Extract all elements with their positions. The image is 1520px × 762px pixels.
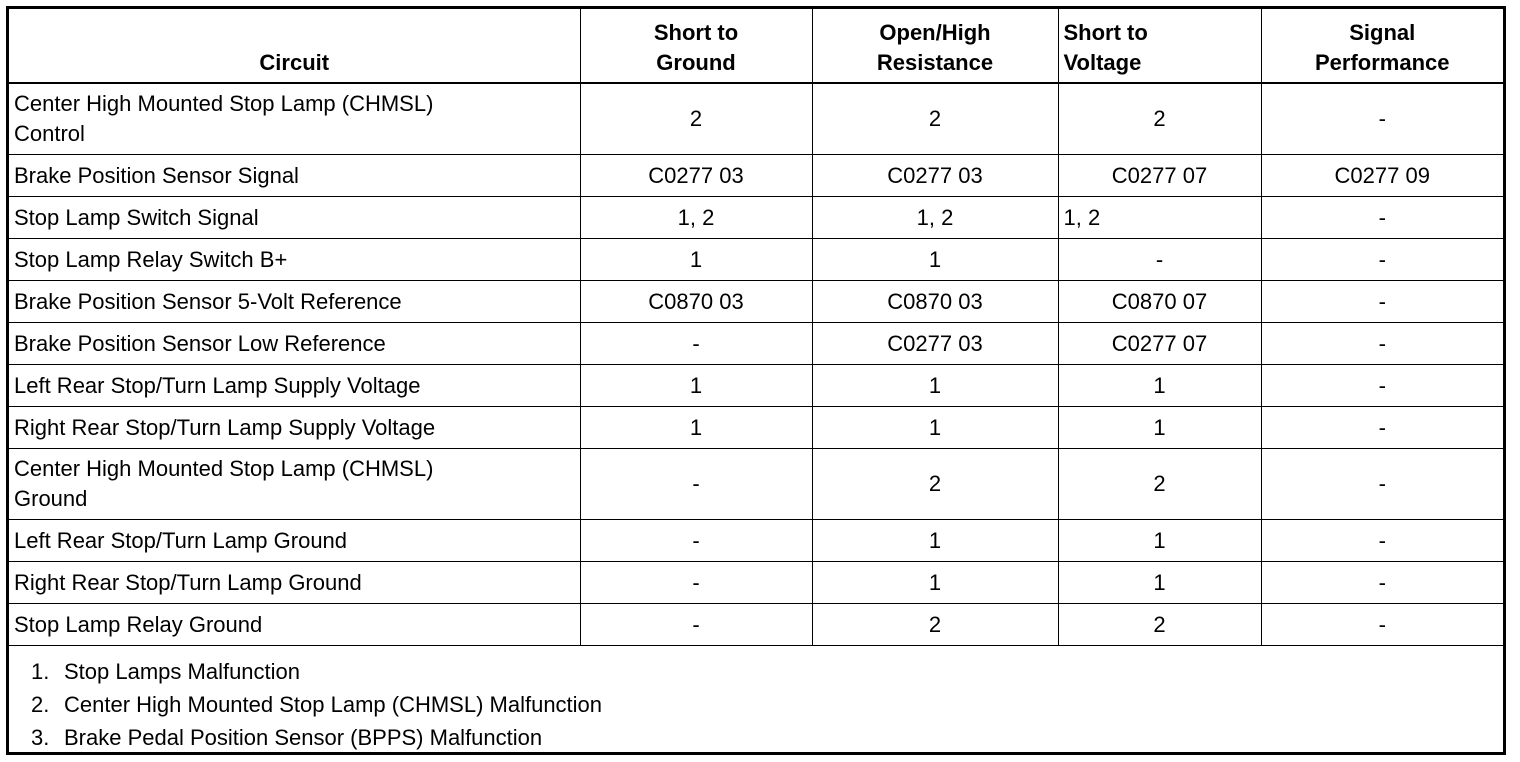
circuit-cell: Brake Position Sensor Signal (9, 155, 580, 197)
header-row (9, 9, 1503, 83)
table-row (9, 562, 1503, 604)
note-item: 2. Center High Mounted Stop Lamp (CHMSL) Malfunction (31, 692, 603, 717)
table-row (9, 604, 1503, 646)
short-to-voltage-cell: C0870 07 (1058, 281, 1261, 323)
signal-performance-cell: - (1261, 449, 1503, 520)
table-row (9, 449, 1503, 520)
notes-list (9, 649, 1503, 754)
signal-performance-cell: - (1261, 83, 1503, 155)
open-high-resistance-cell: C0277 03 (812, 323, 1058, 365)
short-to-ground-cell: - (580, 323, 812, 365)
open-high-resistance-cell: 1 (812, 562, 1058, 604)
short-to-voltage-cell: 2 (1058, 449, 1261, 520)
table-row (9, 83, 1503, 155)
circuit-cell: Right Rear Stop/Turn Lamp Ground (9, 562, 580, 604)
table-row (9, 197, 1503, 239)
circuit-cell: Center High Mounted Stop Lamp (CHMSL) Control (9, 83, 580, 155)
open-high-resistance-cell: 1 (812, 365, 1058, 407)
circuit-cell: Left Rear Stop/Turn Lamp Supply Voltage (9, 365, 580, 407)
signal-performance-cell: - (1261, 239, 1503, 281)
open-high-resistance-cell: 2 (812, 83, 1058, 155)
short-to-ground-cell: 1 (580, 407, 812, 449)
short-to-ground-cell: - (580, 520, 812, 562)
circuit-cell: Right Rear Stop/Turn Lamp Supply Voltage (9, 407, 580, 449)
header-short-to-ground: Short to Ground (580, 9, 812, 83)
circuit-dtc-table (9, 9, 1503, 646)
short-to-voltage-cell: 1 (1058, 562, 1261, 604)
open-high-resistance-cell: 2 (812, 604, 1058, 646)
short-to-ground-cell: C0277 03 (580, 155, 812, 197)
table-row (9, 155, 1503, 197)
short-to-ground-cell: - (580, 562, 812, 604)
table-row (9, 239, 1503, 281)
circuit-cell: Stop Lamp Relay Switch B+ (9, 239, 580, 281)
signal-performance-cell: - (1261, 562, 1503, 604)
table-row (9, 520, 1503, 562)
signal-performance-cell: - (1261, 365, 1503, 407)
short-to-voltage-cell: 1 (1058, 365, 1261, 407)
short-to-ground-cell: 1 (580, 365, 812, 407)
short-to-ground-cell: - (580, 449, 812, 520)
circuit-cell: Brake Position Sensor 5-Volt Reference (9, 281, 580, 323)
open-high-resistance-cell: 1, 2 (812, 197, 1058, 239)
header-open-high-resistance: Open/High Resistance (812, 9, 1058, 83)
table-row (9, 323, 1503, 365)
open-high-resistance-cell: C0870 03 (812, 281, 1058, 323)
note-item: 1. Stop Lamps Malfunction (31, 659, 301, 684)
short-to-voltage-cell: 1 (1058, 520, 1261, 562)
short-to-voltage-cell: 1, 2 (1058, 197, 1261, 239)
circuit-cell: Stop Lamp Relay Ground (9, 604, 580, 646)
short-to-ground-cell: 2 (580, 83, 812, 155)
header-signal-performance: Signal Performance (1261, 9, 1503, 83)
circuit-cell: Center High Mounted Stop Lamp (CHMSL) Ground (9, 449, 580, 520)
signal-performance-cell: - (1261, 281, 1503, 323)
short-to-ground-cell: 1 (580, 239, 812, 281)
circuit-cell: Left Rear Stop/Turn Lamp Ground (9, 520, 580, 562)
open-high-resistance-cell: 1 (812, 407, 1058, 449)
short-to-voltage-cell: 2 (1058, 83, 1261, 155)
signal-performance-cell: - (1261, 197, 1503, 239)
signal-performance-cell: - (1261, 323, 1503, 365)
signal-performance-cell: - (1261, 604, 1503, 646)
open-high-resistance-cell: 1 (812, 239, 1058, 281)
short-to-ground-cell: - (580, 604, 812, 646)
table-row (9, 281, 1503, 323)
header-circuit: Circuit (9, 9, 580, 83)
open-high-resistance-cell: 1 (812, 520, 1058, 562)
note-item: 3. Brake Pedal Position Sensor (BPPS) Malfunction (31, 725, 543, 750)
circuit-cell: Stop Lamp Switch Signal (9, 197, 580, 239)
short-to-voltage-cell: C0277 07 (1058, 323, 1261, 365)
signal-performance-cell: - (1261, 407, 1503, 449)
dtc-table-frame (6, 6, 1506, 755)
table-row (9, 365, 1503, 407)
short-to-voltage-cell: 2 (1058, 604, 1261, 646)
table-row (9, 407, 1503, 449)
short-to-voltage-cell: C0277 07 (1058, 155, 1261, 197)
short-to-voltage-cell: - (1058, 239, 1261, 281)
open-high-resistance-cell: C0277 03 (812, 155, 1058, 197)
short-to-voltage-cell: 1 (1058, 407, 1261, 449)
circuit-cell: Brake Position Sensor Low Reference (9, 323, 580, 365)
header-short-to-voltage: Short to Voltage (1058, 9, 1261, 83)
open-high-resistance-cell: 2 (812, 449, 1058, 520)
short-to-ground-cell: C0870 03 (580, 281, 812, 323)
signal-performance-cell: - (1261, 520, 1503, 562)
signal-performance-cell: C0277 09 (1261, 155, 1503, 197)
short-to-ground-cell: 1, 2 (580, 197, 812, 239)
